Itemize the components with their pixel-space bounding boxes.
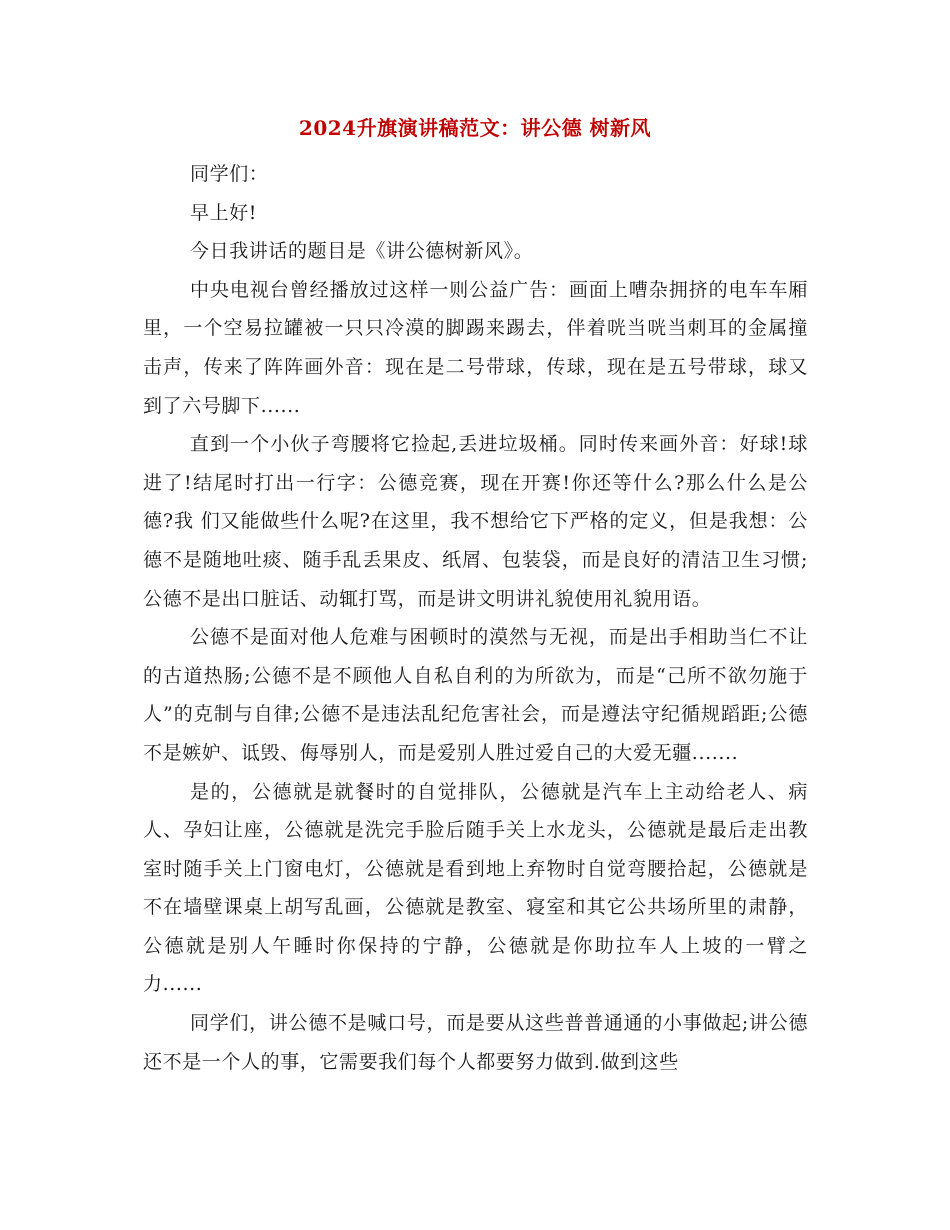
document-body <box>143 155 808 1081</box>
document-title: 2024升旗演讲稿范文：讲公德 树新风 <box>298 116 652 140</box>
paragraph-morality-examples: 是的，公德就是就餐时的自觉排队，公德就是汽车上主动给老人、病人、孕妇让座，公德就是洗完手脸后随手关上水龙头，公德就是最后走出教室时随手关上门窗电灯，公德就是看到地上弃物时自觉弯腰拾起，公德就是不在墙壁课桌上胡写乱画，公德就是教室、寝室和其它公共场所里的肃静，公德就是别人午睡时你保持的宁静，公德就是你助拉车人上坡的一臂之力...... <box>143 780 808 996</box>
paragraph-good-morning: 早上好! <box>190 201 258 224</box>
paragraph-ad-story: 中央电视台曾经播放过这样一则公益广告：画面上嘈杂拥挤的电车车厢里，一个空易拉罐被一只只冷漠的脚踢来踢去，伴着咣当咣当刺耳的金属撞击声，传来了阵阵画外音：现在是二号带球，传球，现在是五号带球，球又到了六号脚下...... <box>143 278 808 417</box>
paragraph-morality-contrasts: 公德不是面对他人危难与困顿时的漠然与无视，而是出手相助当仁不让的古道热肠;公德不是不顾他人自私自利的为所欲为，而是“己所不欲勿施于人”的克制与自律;公德不是违法乱纪危害社会，而是遵法守纪循规蹈距;公德不是嫉妒、诋毁、侮辱别人，而是爱别人胜过爱自己的大爱无疆....... <box>143 626 808 764</box>
paragraph-topic: 今日我讲话的题目是《讲公德树新风》。 <box>190 240 534 263</box>
paragraph-greeting: 同学们： <box>190 163 269 185</box>
paragraph-what-is-morality: 直到一个小伙子弯腰将它捡起,丢进垃圾桶。同时传来画外音：好球!球进了!结尾时打出一行字：公德竞赛，现在开赛!你还等什么?那么什么是公德?我 们又能做些什么呢?在这里，我不想给它下严格的定义，但是我想：公德不是随地吐痰、随手乱丢果皮、纸屑、包装袋，而是良好的清洁卫生习惯;公德不是出口脏话、动辄打骂，而是讲文明讲礼貌使用礼貌用语。 <box>143 433 808 610</box>
paragraph-call-to-action: 同学们，讲公德不是喊口号，而是要从这些普普通通的小事做起;讲公德还不是一个人的事，它需要我们每个人都要努力做到.做到这些 <box>143 1012 808 1073</box>
